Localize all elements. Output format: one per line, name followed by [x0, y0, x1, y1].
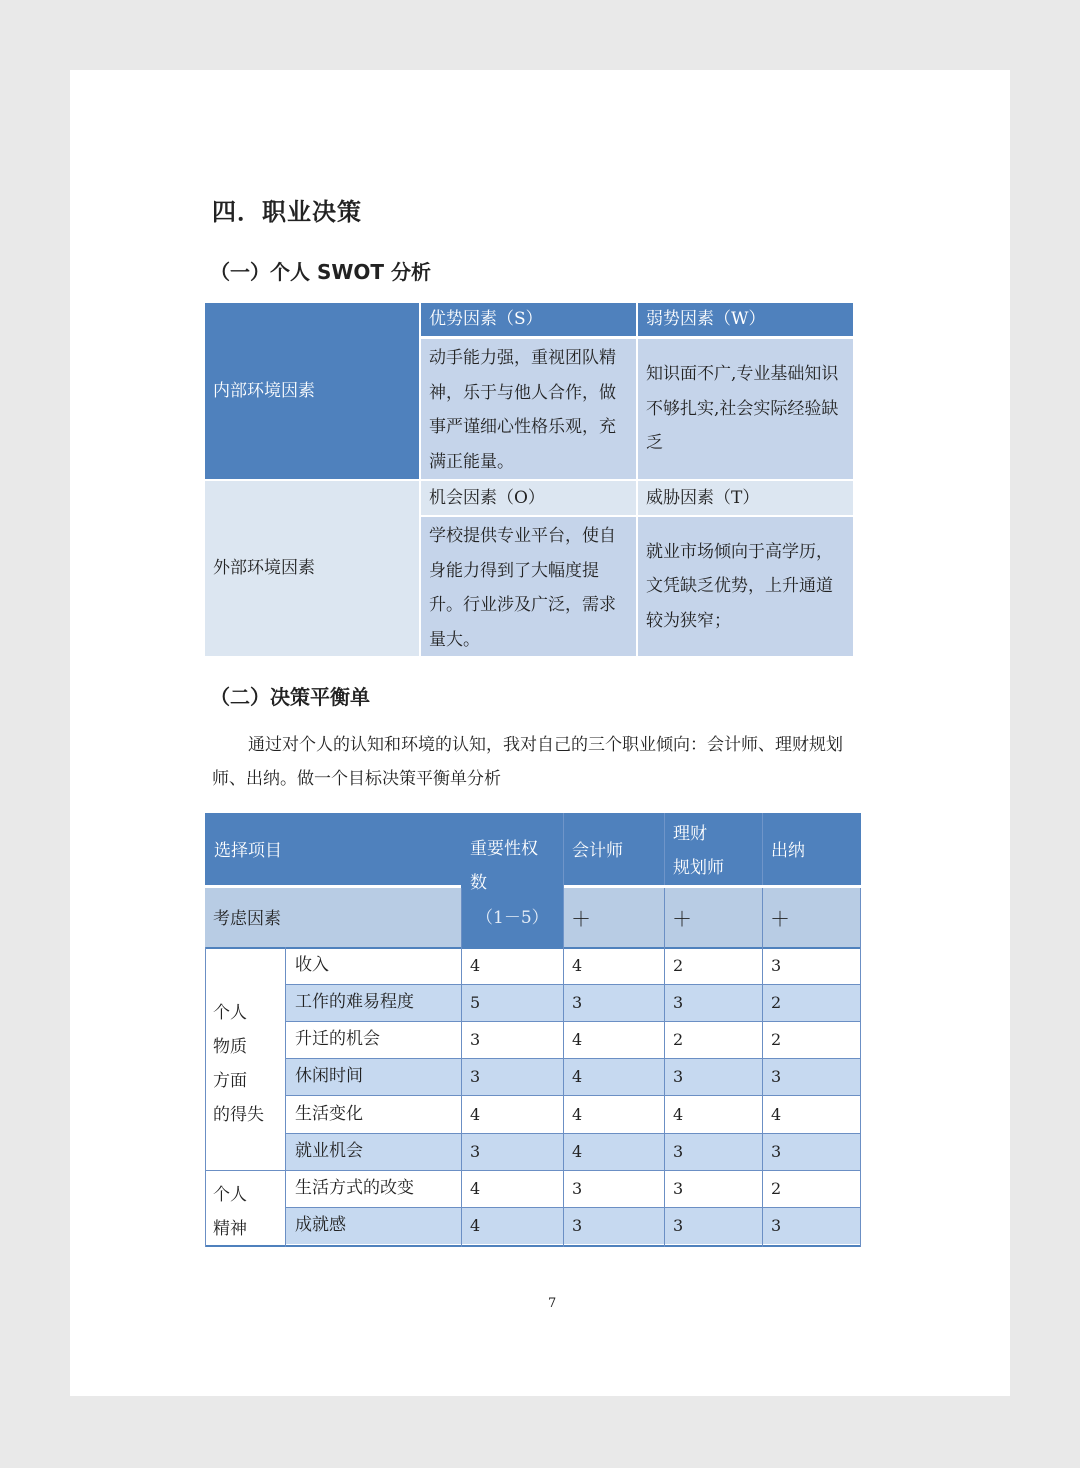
swot-table — [205, 303, 853, 656]
plus-accountant: ＋ — [571, 907, 591, 931]
accountant-score: 4 — [572, 956, 583, 975]
group-spirit-line2: 精神 — [213, 1219, 247, 1239]
factor-cell: 就业机会 — [295, 1141, 363, 1161]
factor-cell: 成就感 — [295, 1215, 346, 1235]
accountant-score: 3 — [572, 1216, 583, 1235]
header-weight-line3: （1－5） — [476, 908, 549, 928]
weight-cell: 3 — [470, 1030, 481, 1049]
document-page — [70, 70, 1010, 1396]
section-title-swot: （一）个人 SWOT 分析 — [210, 260, 432, 284]
factor-cell: 生活方式的改变 — [295, 1178, 414, 1198]
weight-cell: 3 — [470, 1067, 481, 1086]
plus-cashier: ＋ — [770, 907, 790, 931]
accountant-score: 3 — [572, 1179, 583, 1198]
planner-score: 3 — [673, 1067, 684, 1086]
factor-cell: 休闲时间 — [295, 1066, 363, 1086]
cashier-score: 3 — [771, 1142, 782, 1161]
accountant-score: 4 — [572, 1067, 583, 1086]
weight-cell: 3 — [470, 1142, 481, 1161]
header-cashier: 出纳 — [771, 841, 805, 861]
cashier-score: 3 — [771, 956, 782, 975]
cashier-score: 4 — [771, 1105, 782, 1124]
intro-paragraph: 通过对个人的认知和环境的认知，我对自己的三个职业倾向：会计师、理财规划师、出纳。做一个目标决策平衡单分析 — [212, 735, 843, 789]
header-planner-line1: 理财 — [673, 824, 707, 844]
group-material-line3: 方面 — [213, 1071, 247, 1091]
accountant-score: 4 — [572, 1105, 583, 1124]
header-accountant: 会计师 — [572, 841, 623, 861]
page-heading: 四．职业决策 — [212, 198, 362, 226]
cashier-score: 2 — [771, 1030, 782, 1049]
group-material-line4: 的得失 — [213, 1105, 264, 1125]
page-number: 7 — [548, 1296, 557, 1311]
planner-score: 4 — [673, 1105, 684, 1124]
header-factor: 考虑因素 — [213, 909, 281, 929]
header-weight-line2: 数 — [470, 873, 487, 893]
planner-score: 3 — [673, 1142, 684, 1161]
cashier-score: 3 — [771, 1216, 782, 1235]
header-weight-line1: 重要性权 — [470, 839, 538, 859]
weight-cell: 4 — [470, 956, 481, 975]
opportunity-header: 机会因素（O） — [421, 481, 636, 515]
opportunity-text: 学校提供专业平台，使自身能力得到了大幅度提升。行业涉及广泛，需求量大。 — [421, 517, 636, 656]
header-planner-line2: 规划师 — [673, 858, 724, 878]
strength-text: 动手能力强，重视团队精神，乐于与他人合作，做事严谨细心性格乐观，充满正能量。 — [421, 339, 636, 479]
weight-cell: 4 — [470, 1179, 481, 1198]
weight-cell: 4 — [470, 1105, 481, 1124]
cashier-score: 2 — [771, 993, 782, 1012]
accountant-score: 3 — [572, 993, 583, 1012]
planner-score: 3 — [673, 1216, 684, 1235]
cashier-score: 2 — [771, 1179, 782, 1198]
planner-score: 2 — [673, 956, 684, 975]
group-spirit-line1: 个人 — [213, 1185, 247, 1205]
threat-header: 威胁因素（T） — [638, 481, 853, 515]
factor-cell: 收入 — [295, 955, 329, 975]
external-factor-label: 外部环境因素 — [205, 481, 419, 656]
planner-score: 2 — [673, 1030, 684, 1049]
weakness-header: 弱势因素（W） — [638, 303, 853, 336]
group-material-line1: 个人 — [213, 1003, 247, 1023]
threat-text: 就业市场倾向于高学历，文凭缺乏优势，上升通道较为狭窄； — [638, 517, 853, 656]
internal-factor-label: 内部环境因素 — [205, 303, 419, 479]
strength-header: 优势因素（S） — [421, 303, 636, 336]
decision-balance-table — [205, 813, 861, 1247]
header-choice-item: 选择项目 — [214, 841, 282, 861]
plus-planner: ＋ — [672, 907, 692, 931]
factor-cell: 生活变化 — [295, 1104, 363, 1124]
planner-score: 3 — [673, 1179, 684, 1198]
section-title-decision: （二）决策平衡单 — [210, 685, 370, 709]
factor-cell: 升迁的机会 — [295, 1029, 380, 1049]
accountant-score: 4 — [572, 1030, 583, 1049]
group-material-line2: 物质 — [213, 1037, 247, 1057]
weakness-text: 知识面不广,专业基础知识不够扎实,社会实际经验缺乏 — [638, 339, 853, 479]
factor-cell: 工作的难易程度 — [295, 992, 414, 1012]
planner-score: 3 — [673, 993, 684, 1012]
cashier-score: 3 — [771, 1067, 782, 1086]
weight-cell: 4 — [470, 1216, 481, 1235]
weight-cell: 5 — [470, 993, 481, 1012]
accountant-score: 4 — [572, 1142, 583, 1161]
